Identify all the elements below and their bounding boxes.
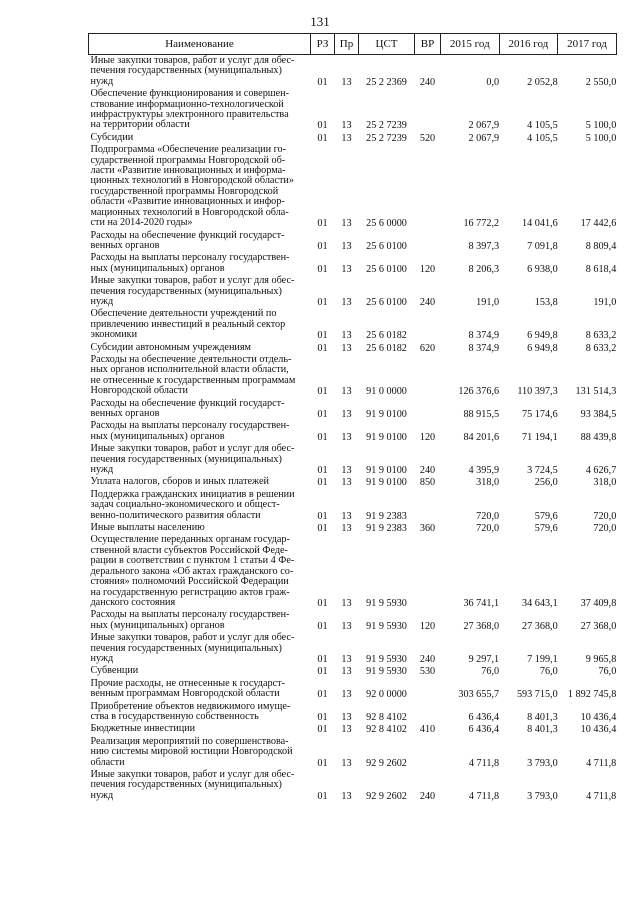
row-2016-value: 8 401,3 [527, 711, 558, 723]
table-row [89, 632, 617, 665]
row-2017-value: 93 384,5 [580, 409, 617, 420]
table-row [89, 144, 617, 229]
row-cst: 25 2 2369 [366, 76, 407, 88]
row-2017-value: 10 436,4 [580, 711, 617, 723]
table-row [89, 489, 617, 522]
table-body [89, 55, 617, 803]
row-vr [415, 489, 441, 522]
row-2015-value: 0,0 [486, 76, 500, 88]
header-name: Наименование [89, 34, 311, 55]
row-cst: 25 6 0182 [366, 342, 407, 354]
table-row [89, 609, 617, 632]
row-pr: 13 [341, 431, 352, 443]
row-pr: 13 [341, 240, 352, 252]
row-vr: 240 [419, 653, 436, 665]
row-pr: 13 [341, 386, 352, 398]
row-2017-value: 8 618,4 [585, 263, 617, 275]
row-2015-value: 4 395,9 [468, 465, 500, 477]
row-name: Иные закупки товаров, работ и услуг для обес- печения государственных (муниципальных) нужд [90, 275, 295, 307]
row-name: Реализация мероприятий по совершенствова- нию системы мировой юстиции Новгородской области [90, 735, 293, 768]
row-2015-value: 720,0 [476, 523, 500, 535]
table-row [89, 354, 617, 398]
row-2016-value: 6 938,0 [527, 263, 558, 275]
row-2017-value: 8 633,2 [585, 342, 617, 354]
row-name: Подпрограмма «Обеспечение реализации го- сударственной программы Новгородской об- ласти «Развитие инновационных и информа- ционных технологий в Новгородской области» государственной программы Новгородской области «Развитие инновационных и инфор- мационных технологий в Новгородской обла- сти на 2014-2020 годы» [90, 144, 294, 229]
row-2016-value: 34 643,1 [522, 597, 558, 609]
row-2017-value: 1 892 745,8 [567, 689, 617, 701]
row-name: Субсидии автономным учреждениям [90, 341, 251, 353]
row-cst: 92 8 4102 [366, 711, 407, 723]
row-vr: 240 [419, 465, 436, 477]
row-2015-value: 27 368,0 [463, 620, 500, 632]
row-2017-value: 10 436,4 [580, 724, 617, 736]
table-row [89, 275, 617, 308]
row-vr [415, 701, 441, 724]
header-2015: 2015 год [441, 34, 500, 55]
table-header-row [89, 34, 617, 55]
row-name: Иные выплаты населению [90, 522, 205, 534]
row-2015-value: 76,0 [481, 666, 500, 678]
row-pr: 13 [341, 790, 352, 802]
row-2017-value: 37 409,8 [580, 597, 617, 609]
row-2015-value: 4 711,8 [468, 757, 500, 769]
row-vr: 120 [419, 620, 436, 632]
row-pr: 13 [341, 597, 352, 609]
row-pr: 13 [341, 330, 352, 342]
row-2016-value: 256,0 [534, 477, 558, 489]
row-pr: 13 [341, 523, 352, 535]
row-cst: 91 9 0100 [366, 465, 407, 477]
table-row [89, 342, 617, 354]
row-2015-value: 318,0 [476, 477, 500, 489]
row-cst: 25 6 0100 [366, 240, 407, 252]
row-2015-value: 191,0 [476, 296, 500, 308]
row-rz: 01 [317, 653, 328, 665]
row-2016-value: 27 368,0 [522, 620, 558, 632]
row-cst: 91 9 2383 [366, 510, 407, 522]
row-vr: 240 [419, 790, 436, 802]
row-name: Иные закупки товаров, работ и услуг для обес- печения государственных (муниципальных) нужд [90, 55, 295, 87]
row-name: Расходы на выплаты персоналу государствен- ных (муниципальных) органов [90, 252, 290, 274]
row-2017-value: 131 514,3 [575, 386, 617, 398]
row-vr [415, 678, 441, 701]
row-name: Субсидии [90, 131, 134, 143]
row-rz: 01 [317, 120, 328, 132]
row-rz: 01 [317, 689, 328, 701]
budget-table [88, 33, 617, 802]
row-pr: 13 [341, 409, 352, 420]
row-pr: 13 [341, 132, 352, 144]
row-2017-value: 17 442,6 [580, 218, 617, 230]
row-2017-value: 9 965,8 [585, 653, 617, 665]
row-name: Расходы на выплаты персоналу государствен- ных (муниципальных) органов [90, 609, 290, 631]
row-2017-value: 318,0 [593, 477, 617, 489]
table-row [89, 736, 617, 769]
row-name: Расходы на выплаты персоналу государствен- ных (муниципальных) органов [90, 420, 290, 442]
row-2015-value: 2 067,9 [468, 132, 500, 144]
row-name: Обеспечение деятельности учреждений по привлечению инвестиций в реальный сектор экономики [90, 308, 286, 341]
table-row [89, 252, 617, 275]
table-row [89, 88, 617, 132]
page-number: 131 [310, 14, 330, 29]
row-cst: 91 9 2383 [366, 523, 407, 535]
row-cst: 91 0 0000 [366, 386, 407, 398]
row-2015-value: 8 206,3 [468, 263, 500, 275]
row-2016-value: 14 041,6 [522, 218, 558, 230]
row-vr [415, 230, 441, 253]
row-2017-value: 720,0 [593, 523, 617, 535]
table-row [89, 701, 617, 724]
row-2016-value: 7 091,8 [527, 240, 558, 252]
row-rz: 01 [317, 409, 328, 420]
table-row [89, 723, 617, 735]
row-pr: 13 [341, 620, 352, 632]
row-vr: 120 [419, 431, 436, 443]
row-2015-value: 6 436,4 [468, 711, 500, 723]
row-2016-value: 579,6 [534, 510, 558, 522]
header-2016: 2016 год [499, 34, 558, 55]
row-rz: 01 [317, 132, 328, 144]
row-2017-value: 720,0 [593, 510, 617, 522]
row-vr [415, 308, 441, 341]
table-row [89, 769, 617, 802]
row-vr: 520 [419, 132, 436, 144]
row-2015-value: 303 655,7 [458, 689, 500, 701]
row-2016-value: 3 793,0 [527, 757, 558, 769]
row-2016-value: 4 105,5 [527, 132, 558, 144]
row-2016-value: 76,0 [539, 666, 558, 678]
row-rz: 01 [317, 240, 328, 252]
row-cst: 25 6 0000 [366, 218, 407, 230]
row-rz: 01 [317, 465, 328, 477]
row-2015-value: 84 201,6 [463, 431, 500, 443]
row-rz: 01 [317, 523, 328, 535]
row-cst: 25 2 7239 [366, 132, 407, 144]
row-name: Иные закупки товаров, работ и услуг для обес- печения государственных (муниципальных) нужд [90, 769, 295, 801]
row-pr: 13 [341, 689, 352, 701]
row-rz: 01 [317, 296, 328, 308]
row-rz: 01 [317, 386, 328, 398]
row-name: Расходы на обеспечение функций государст- венных органов [90, 397, 285, 419]
header-vr: ВР [415, 34, 441, 55]
row-rz: 01 [317, 620, 328, 632]
row-rz: 01 [317, 342, 328, 354]
row-2016-value: 153,8 [534, 296, 558, 308]
row-2016-value: 4 105,5 [527, 120, 558, 132]
row-rz: 01 [317, 330, 328, 342]
row-cst: 91 9 5930 [366, 653, 407, 665]
row-pr: 13 [341, 218, 352, 230]
row-pr: 13 [341, 263, 352, 275]
row-rz: 01 [317, 790, 328, 802]
row-cst: 91 9 5930 [366, 597, 407, 609]
row-pr: 13 [341, 653, 352, 665]
row-2016-value: 71 194,1 [522, 431, 558, 443]
row-2017-value: 2 550,0 [585, 76, 617, 88]
row-2017-value: 27 368,0 [580, 620, 617, 632]
row-name: Иные закупки товаров, работ и услуг для обес- печения государственных (муниципальных) нужд [90, 632, 295, 664]
row-cst: 91 9 0100 [366, 477, 407, 489]
row-name: Уплата налогов, сборов и иных платежей [90, 476, 269, 488]
header-2017: 2017 год [558, 34, 617, 55]
row-2016-value: 7 199,1 [527, 653, 558, 665]
row-rz: 01 [317, 76, 328, 88]
header-pr: Пр [335, 34, 359, 55]
row-cst: 92 9 2602 [366, 757, 407, 769]
row-2017-value: 88 439,8 [580, 431, 617, 443]
row-2015-value: 16 772,2 [463, 218, 500, 230]
row-name: Расходы на обеспечение деятельности отдель- ных органов исполнительной власти области, не отнесенные к государственным программам Новгородской области [90, 353, 296, 397]
row-name: Обеспечение функционирования и совершен- ствование информационно-технологической инфраструктуры электронного правительства на территории области [90, 88, 289, 131]
header-cst: ЦСТ [359, 34, 415, 55]
row-vr [415, 534, 441, 609]
row-2016-value: 6 949,8 [527, 342, 558, 354]
row-vr: 360 [419, 523, 436, 535]
row-pr: 13 [341, 76, 352, 88]
row-vr: 620 [419, 342, 436, 354]
row-rz: 01 [317, 757, 328, 769]
row-pr: 13 [341, 120, 352, 132]
table-row [89, 678, 617, 701]
row-2015-value: 8 374,9 [468, 342, 500, 354]
row-name: Поддержка гражданских инициатив в решении задач социально-экономического и общест- венно-политического развития области [90, 488, 295, 521]
row-rz: 01 [317, 218, 328, 230]
row-cst: 25 6 0100 [366, 263, 407, 275]
row-cst: 92 8 4102 [366, 724, 407, 736]
row-name: Приобретение объектов недвижимого имуще- ства в государственную собственность [90, 700, 291, 722]
row-2015-value: 36 741,1 [463, 597, 500, 609]
row-rz: 01 [317, 597, 328, 609]
row-rz: 01 [317, 263, 328, 275]
row-2017-value: 4 711,8 [586, 757, 617, 769]
row-2015-value: 9 297,1 [468, 653, 500, 665]
row-name: Расходы на обеспечение функций государст- венных органов [90, 229, 285, 251]
row-rz: 01 [317, 666, 328, 678]
row-vr [415, 736, 441, 769]
row-2015-value: 720,0 [476, 510, 500, 522]
table-row [89, 522, 617, 534]
row-2016-value: 110 397,3 [517, 386, 558, 398]
row-cst: 91 9 5930 [366, 666, 407, 678]
row-vr [415, 354, 441, 398]
table-row [89, 55, 617, 89]
table-row [89, 534, 617, 609]
row-2015-value: 8 397,3 [468, 240, 500, 252]
row-vr: 120 [419, 263, 436, 275]
row-cst: 91 9 0100 [366, 409, 407, 420]
row-2017-value: 4 711,8 [586, 790, 617, 802]
row-cst: 25 6 0182 [366, 330, 407, 342]
row-name: Осуществление переданных органам государ- ственной власти субъектов Российской Феде- рации в соответствии с пунктом 1 статьи 4 Фе- дерального закона «Об актах гражданского со- стояния» полномочий Российской Федерации на государственную регистрацию актов граж- данского состояния [90, 534, 295, 608]
row-vr: 850 [419, 477, 436, 489]
row-2017-value: 5 100,0 [585, 120, 617, 132]
row-pr: 13 [341, 724, 352, 736]
row-vr [415, 88, 441, 132]
row-name: Иные закупки товаров, работ и услуг для обес- печения государственных (муниципальных) нужд [90, 443, 295, 476]
row-2016-value: 593 715,0 [516, 689, 558, 701]
table-row [89, 132, 617, 144]
row-vr: 240 [419, 296, 436, 308]
row-2016-value: 75 174,6 [522, 409, 558, 420]
row-pr: 13 [341, 666, 352, 678]
row-2017-value: 191,0 [593, 296, 617, 308]
table-row [89, 308, 617, 341]
row-rz: 01 [317, 510, 328, 522]
table-row [89, 443, 617, 476]
row-2015-value: 88 915,5 [463, 409, 500, 420]
table-row [89, 420, 617, 443]
row-2017-value: 76,0 [598, 666, 617, 678]
row-name: Прочие расходы, не отнесенные к государст- венным программам Новгородской области [90, 677, 285, 700]
row-2015-value: 126 376,6 [458, 386, 500, 398]
row-vr: 530 [419, 666, 436, 678]
row-pr: 13 [341, 296, 352, 308]
row-rz: 01 [317, 431, 328, 443]
row-2016-value: 6 949,8 [527, 330, 558, 342]
row-2015-value: 4 711,8 [468, 790, 500, 802]
row-2015-value: 2 067,9 [468, 120, 500, 132]
row-cst: 25 2 7239 [366, 120, 407, 132]
table-row [89, 665, 617, 677]
row-vr [415, 398, 441, 421]
row-cst: 91 9 0100 [366, 431, 407, 443]
row-pr: 13 [341, 757, 352, 769]
row-cst: 92 9 2602 [366, 790, 407, 802]
row-pr: 13 [341, 477, 352, 489]
row-pr: 13 [341, 465, 352, 477]
row-2016-value: 3 724,5 [527, 465, 558, 477]
table-row [89, 230, 617, 253]
row-2017-value: 5 100,0 [585, 132, 617, 144]
row-cst: 92 0 0000 [366, 689, 407, 701]
row-rz: 01 [317, 711, 328, 723]
row-2016-value: 2 052,8 [527, 76, 558, 88]
row-vr: 240 [419, 76, 436, 88]
row-cst: 91 9 5930 [366, 620, 407, 632]
row-2016-value: 579,6 [534, 523, 558, 535]
row-pr: 13 [341, 342, 352, 354]
table-row [89, 476, 617, 488]
row-2015-value: 6 436,4 [468, 724, 500, 736]
row-2017-value: 8 809,4 [585, 240, 617, 252]
row-2016-value: 8 401,3 [527, 724, 558, 736]
row-2016-value: 3 793,0 [527, 790, 558, 802]
row-name: Бюджетные инвестиции [90, 723, 196, 735]
row-2017-value: 4 626,7 [585, 465, 617, 477]
row-pr: 13 [341, 711, 352, 723]
row-cst: 25 6 0100 [366, 296, 407, 308]
row-vr: 410 [419, 724, 436, 736]
row-2015-value: 8 374,9 [468, 330, 500, 342]
row-pr: 13 [341, 510, 352, 522]
row-vr [415, 144, 441, 229]
table-row [89, 398, 617, 421]
row-2017-value: 8 633,2 [585, 330, 617, 342]
row-name: Субвенции [90, 665, 139, 677]
row-rz: 01 [317, 477, 328, 489]
header-rz: РЗ [311, 34, 335, 55]
row-rz: 01 [317, 724, 328, 736]
